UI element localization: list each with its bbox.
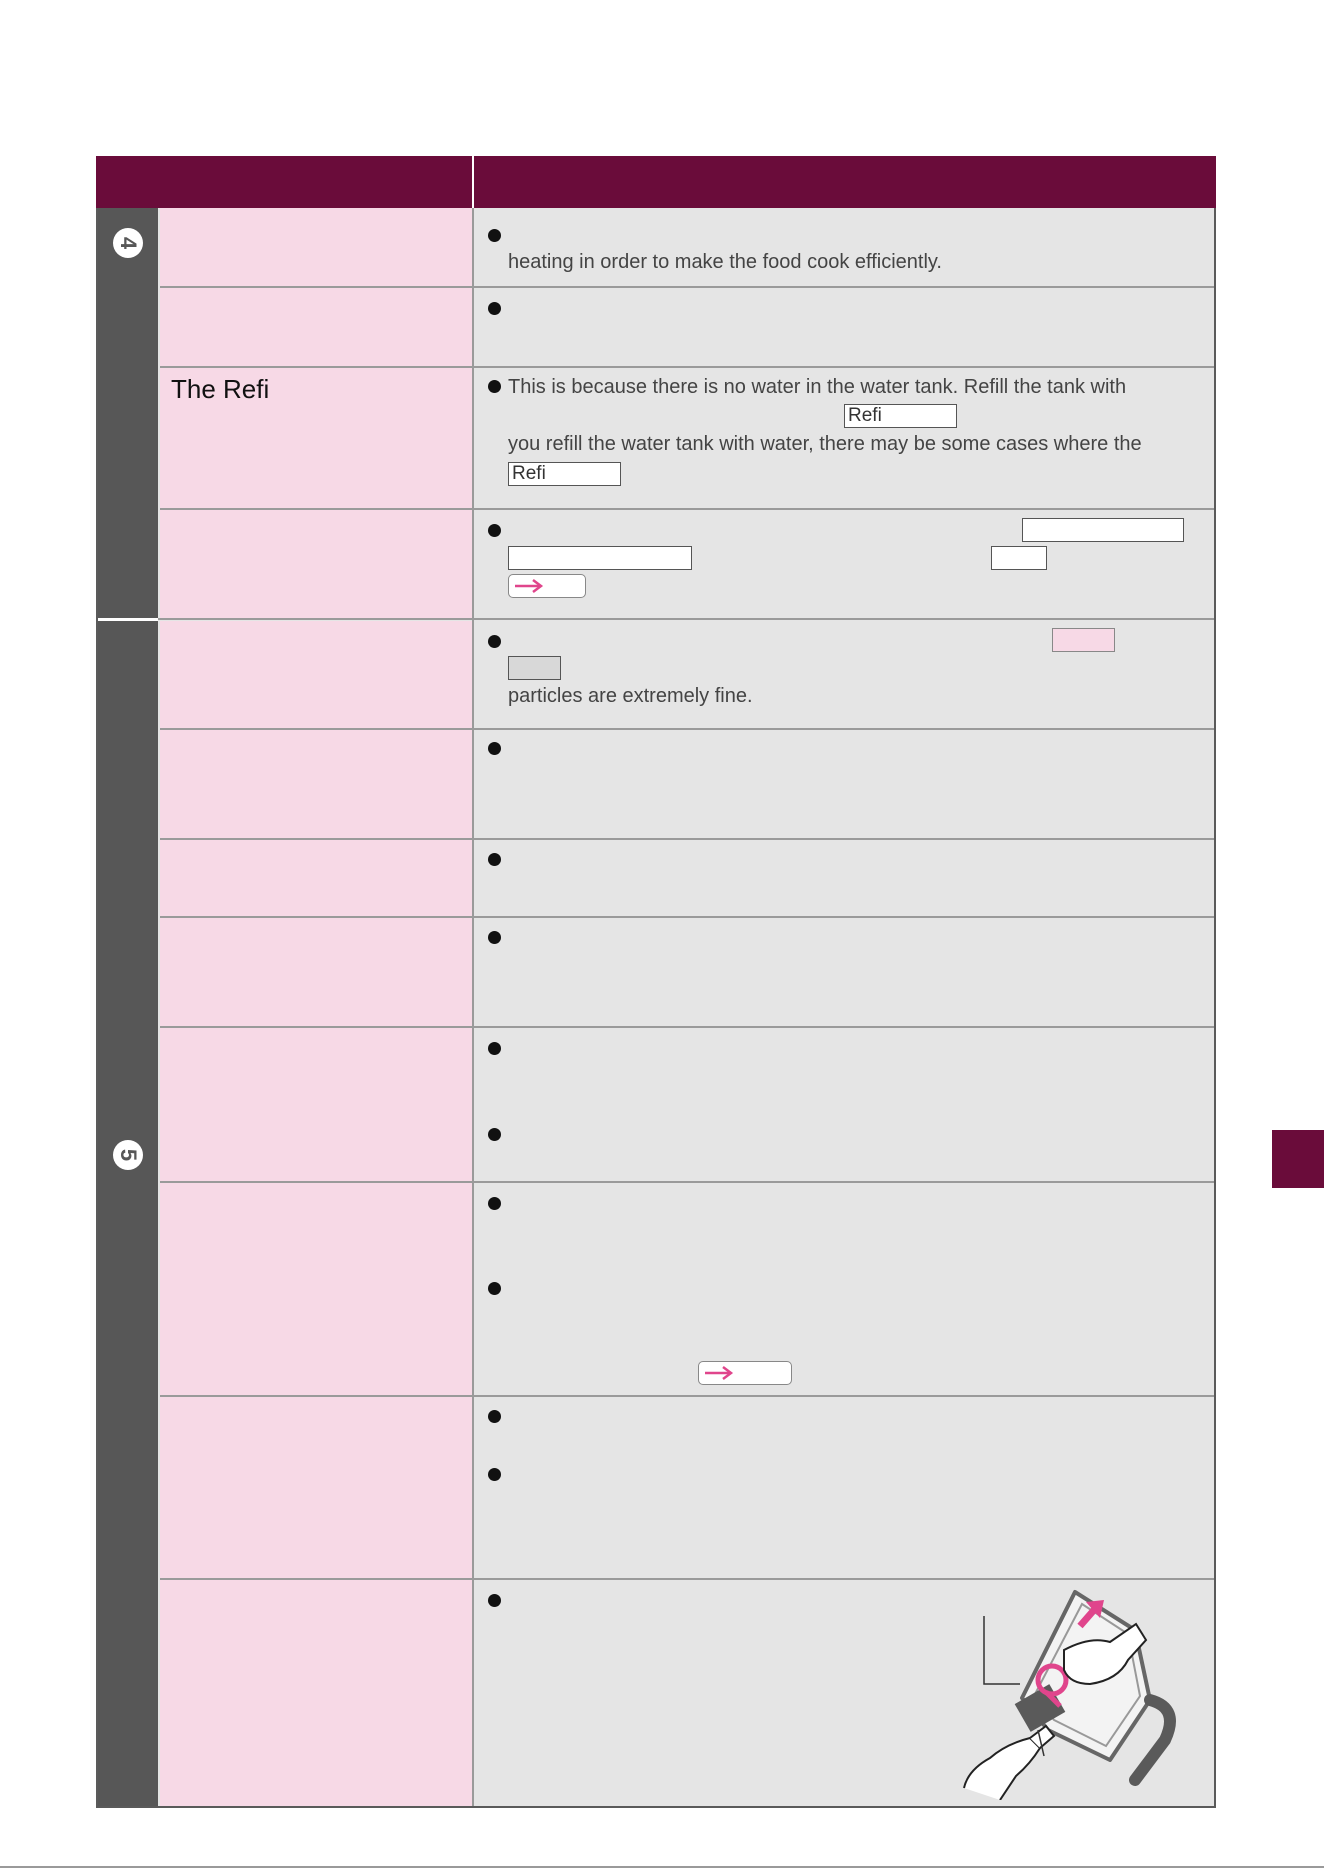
row-1-label-cell bbox=[160, 208, 472, 286]
row-8-label-cell bbox=[160, 918, 472, 1026]
water-tank-removal-illustration bbox=[960, 1580, 1190, 1800]
bullet bbox=[488, 380, 501, 393]
row-divider bbox=[160, 728, 1214, 730]
arrow-right-icon bbox=[513, 578, 547, 594]
page-reference-link[interactable] bbox=[698, 1361, 792, 1385]
answer-text: heating in order to make the food cook efficiently. bbox=[508, 251, 942, 273]
row-divider bbox=[160, 508, 1214, 510]
row-divider bbox=[160, 1181, 1214, 1183]
bullet bbox=[488, 853, 501, 866]
answer-text: This is because there is no water in the water tank. Refill the tank with bbox=[508, 376, 1127, 398]
answer-text: particles are extremely fine. bbox=[508, 685, 753, 707]
page-reference-link[interactable] bbox=[508, 574, 586, 598]
answer-text: you refill the water tank with water, there may be some cases where the bbox=[508, 433, 1142, 455]
bullet bbox=[488, 229, 501, 242]
row-divider bbox=[160, 1026, 1214, 1028]
row-6-label-cell bbox=[160, 730, 472, 838]
row-4-label-cell bbox=[160, 510, 472, 618]
row-divider bbox=[160, 916, 1214, 918]
bullet bbox=[488, 1282, 501, 1295]
bullet bbox=[488, 635, 501, 648]
display-box bbox=[1022, 518, 1184, 542]
row-divider bbox=[158, 618, 1214, 620]
table-header bbox=[96, 156, 1216, 208]
bullet bbox=[488, 742, 501, 755]
bullet bbox=[488, 1042, 501, 1055]
bullet bbox=[488, 1197, 501, 1210]
header-divider bbox=[472, 156, 474, 208]
refill-row-label: The Refi bbox=[171, 374, 270, 404]
row-divider bbox=[160, 838, 1214, 840]
row-9-label-cell bbox=[160, 1028, 472, 1181]
section-number-4: 4 bbox=[113, 228, 143, 258]
row-2-label-cell bbox=[160, 288, 472, 366]
bullet bbox=[488, 1594, 501, 1607]
chapter-tab bbox=[1272, 1130, 1324, 1188]
display-box bbox=[508, 546, 692, 570]
row-12-label-cell bbox=[160, 1580, 472, 1806]
refill-display-box: Refi bbox=[844, 404, 957, 428]
section-number-5: 5 bbox=[113, 1140, 143, 1170]
row-11-label-cell bbox=[160, 1397, 472, 1578]
row-divider bbox=[160, 1395, 1214, 1397]
bullet bbox=[488, 1128, 501, 1141]
column-divider bbox=[472, 208, 474, 1806]
bullet bbox=[488, 1468, 501, 1481]
section-5-sidebar bbox=[98, 621, 158, 1806]
section-4-sidebar bbox=[98, 208, 158, 618]
display-box bbox=[508, 656, 561, 680]
bullet bbox=[488, 302, 501, 315]
bullet bbox=[488, 524, 501, 537]
refill-display-box: Refi bbox=[508, 462, 621, 486]
bullet bbox=[488, 1410, 501, 1423]
display-box bbox=[991, 546, 1047, 570]
page-bottom-rule bbox=[0, 1866, 1324, 1868]
row-divider bbox=[160, 366, 1214, 368]
arrow-right-icon bbox=[703, 1365, 737, 1381]
bullet bbox=[488, 931, 501, 944]
row-divider bbox=[160, 286, 1214, 288]
row-10-label-cell bbox=[160, 1183, 472, 1395]
row-7-label-cell bbox=[160, 840, 472, 916]
display-box bbox=[1052, 628, 1115, 652]
row-5-label-cell bbox=[160, 621, 472, 728]
